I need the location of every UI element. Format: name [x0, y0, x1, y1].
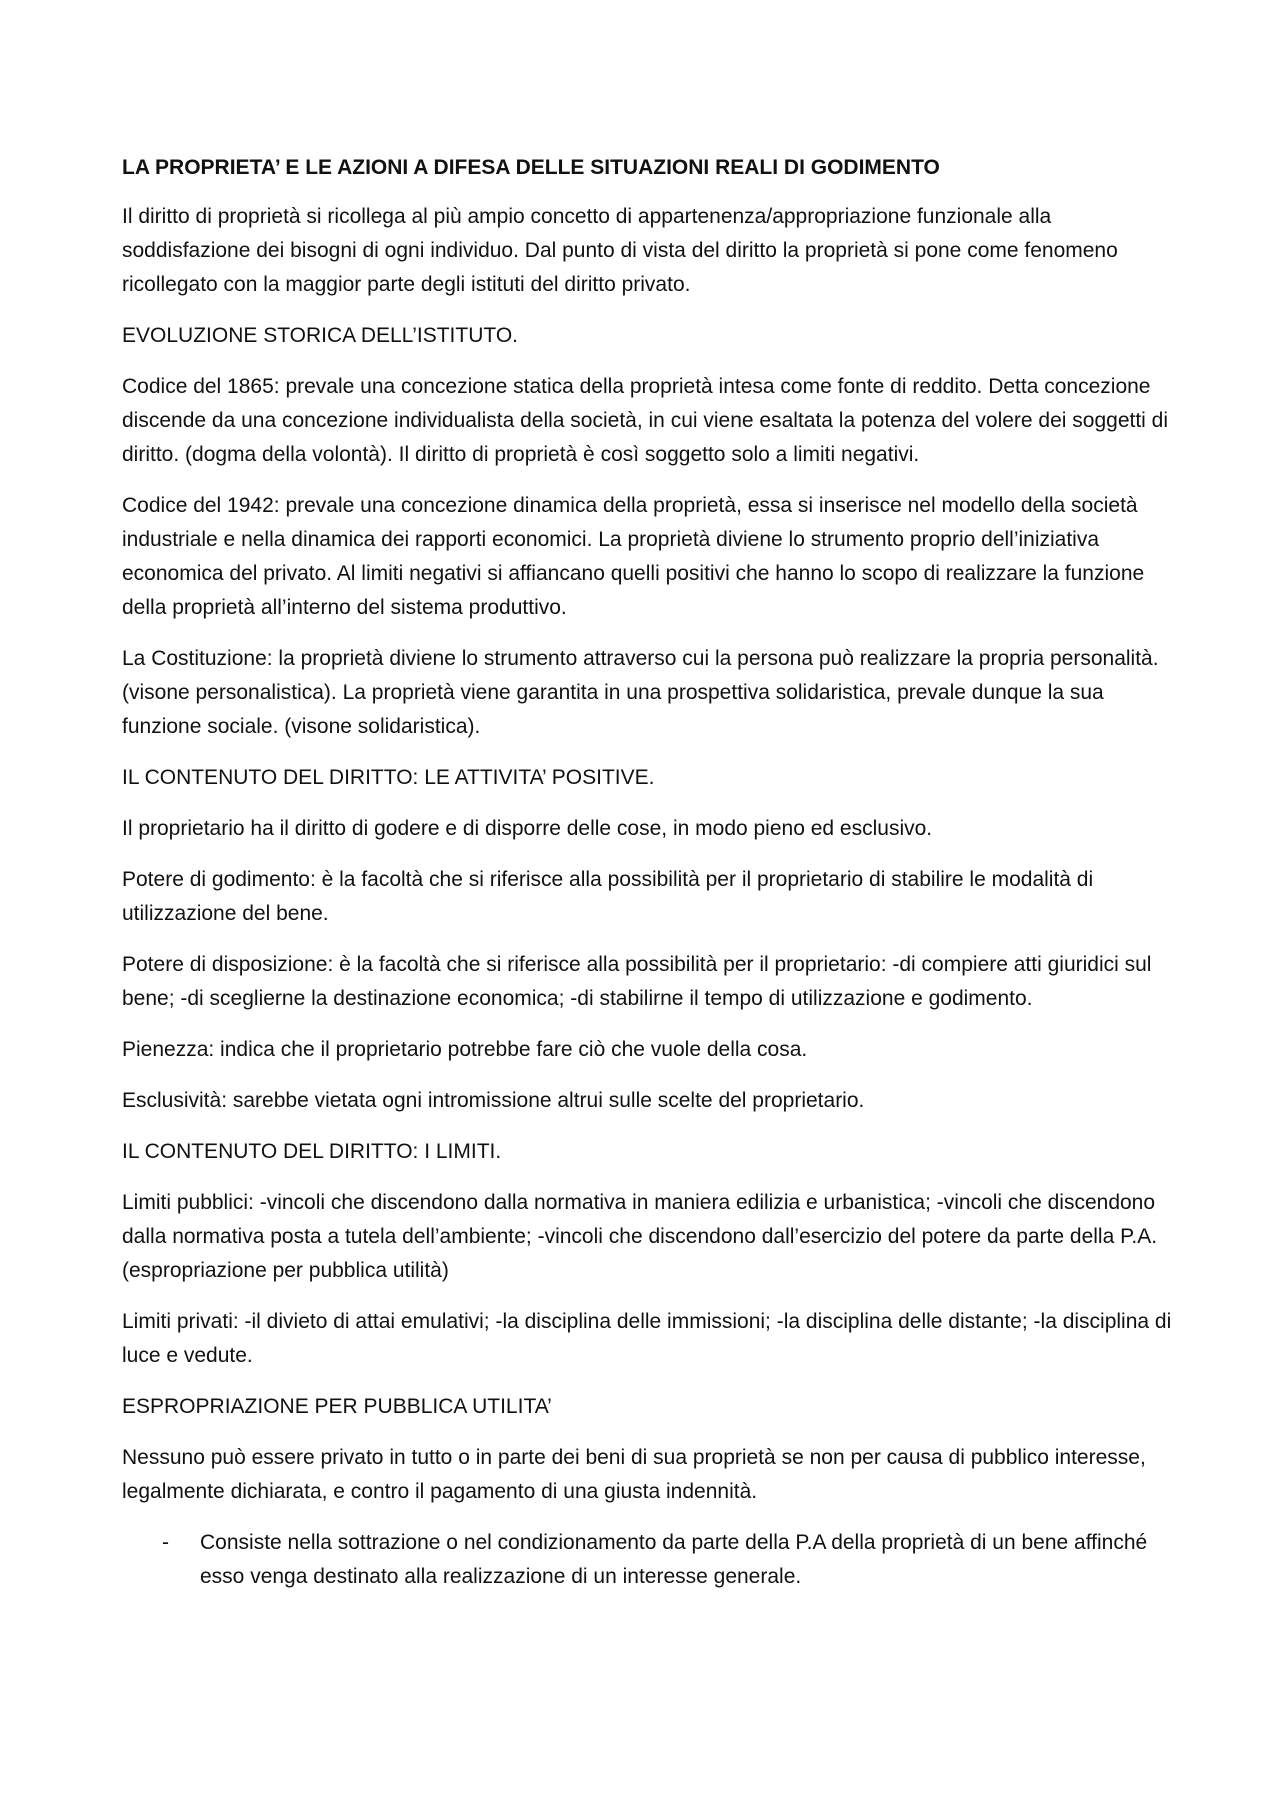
- paragraph-nessuno: Nessuno può essere privato in tutto o in parte dei beni di sua proprietà se non per causa di pubblico interesse, legalmente dichiarata, e contro il pagamento di una giusta indennità.: [122, 1446, 1146, 1503]
- paragraph-potere-godimento: Potere di godimento: è la facoltà che si riferisce alla possibilità per il proprietario di stabilire le modalità di utilizzazione del bene.: [122, 868, 1094, 925]
- dash-bullet-icon: -: [162, 1531, 169, 1554]
- paragraph-codice-1942: Codice del 1942: prevale una concezione dinamica della proprietà, essa si inserisce nel modello della società industriale e nella dinamica dei rapporti economici. La proprietà diviene lo strumento proprio dell’iniziativa economica del privato. Al limiti negativi si affiancano quelli positivi che hanno lo scopo di realizzare la funzione della proprietà all’interno del sistema produttivo.: [122, 494, 1145, 619]
- paragraph-costituzione: La Costituzione: la proprietà diviene lo strumento attraverso cui la persona può realizzare la propria personalità. (visone personalistica). La proprietà viene garantita in una prospettiva solidaristica, prevale dunque la sua funzione sociale. (visone solidaristica).: [122, 647, 1159, 738]
- paragraph-diritto-godere: Il proprietario ha il diritto di godere e di disporre delle cose, in modo pieno ed esclusivo.: [122, 817, 933, 840]
- paragraph-pienezza: Pienezza: indica che il proprietario potrebbe fare ciò che vuole della cosa.: [122, 1038, 808, 1061]
- list-item: [122, 1526, 1172, 1594]
- section-heading-limiti: IL CONTENUTO DEL DIRITTO: I LIMITI.: [122, 1140, 502, 1163]
- bullet-text: Consiste nella sottrazione o nel condizionamento da parte della P.A della proprietà di un bene affinché esso venga destinato alla realizzazione di un interesse generale.: [200, 1531, 1148, 1588]
- section-heading-attivita-positive: IL CONTENUTO DEL DIRITTO: LE ATTIVITA’ POSITIVE.: [122, 766, 655, 789]
- paragraph-limiti-privati: Limiti privati: -il divieto di attai emulativi; -la disciplina delle immissioni; -la disciplina delle distante; -la disciplina di luce e vedute.: [122, 1310, 1172, 1367]
- paragraph-limiti-pubblici: Limiti pubblici: -vincoli che discendono dalla normativa in maniera edilizia e urbanistica; -vincoli che discendono dalla normativa posta a tutela dell’ambiente; -vincoli che discendono dall’esercizio del potere da parte della P.A. (espropriazione per pubblica utilità): [122, 1191, 1158, 1282]
- section-heading-espropriazione: ESPROPRIAZIONE PER PUBBLICA UTILITA’: [122, 1395, 552, 1418]
- document-title: LA PROPRIETA’ E LE AZIONI A DIFESA DELLE SITUAZIONI REALI DI GODIMENTO: [122, 156, 940, 179]
- paragraph-esclusivita: Esclusività: sarebbe vietata ogni intromissione altrui sulle scelte del proprietario.: [122, 1089, 865, 1112]
- section-heading-evoluzione: EVOLUZIONE STORICA DELL’ISTITUTO.: [122, 324, 518, 347]
- bullet-list: [122, 1526, 1172, 1594]
- document-page: [122, 151, 1172, 1594]
- paragraph-intro: Il diritto di proprietà si ricollega al più ampio concetto di appartenenza/appropriazione funzionale alla soddisfazione dei bisogni di ogni individuo. Dal punto di vista del diritto la proprietà si pone come fenomeno ricollegato con la maggior parte degli istituti del diritto privato.: [122, 205, 1118, 296]
- paragraph-codice-1865: Codice del 1865: prevale una concezione statica della proprietà intesa come fonte di reddito. Detta concezione discende da una concezione individualista della società, in cui viene esaltata la potenza del volere dei soggetti di diritto. (dogma della volontà). Il diritto di proprietà è così soggetto solo a limiti negativi.: [122, 375, 1169, 466]
- paragraph-potere-disposizione: Potere di disposizione: è la facoltà che si riferisce alla possibilità per il proprietario: -di compiere atti giuridici sul bene; -di sceglierne la destinazione economica; -di stabilirne il tempo di utilizzazione e godimento.: [122, 953, 1152, 1010]
